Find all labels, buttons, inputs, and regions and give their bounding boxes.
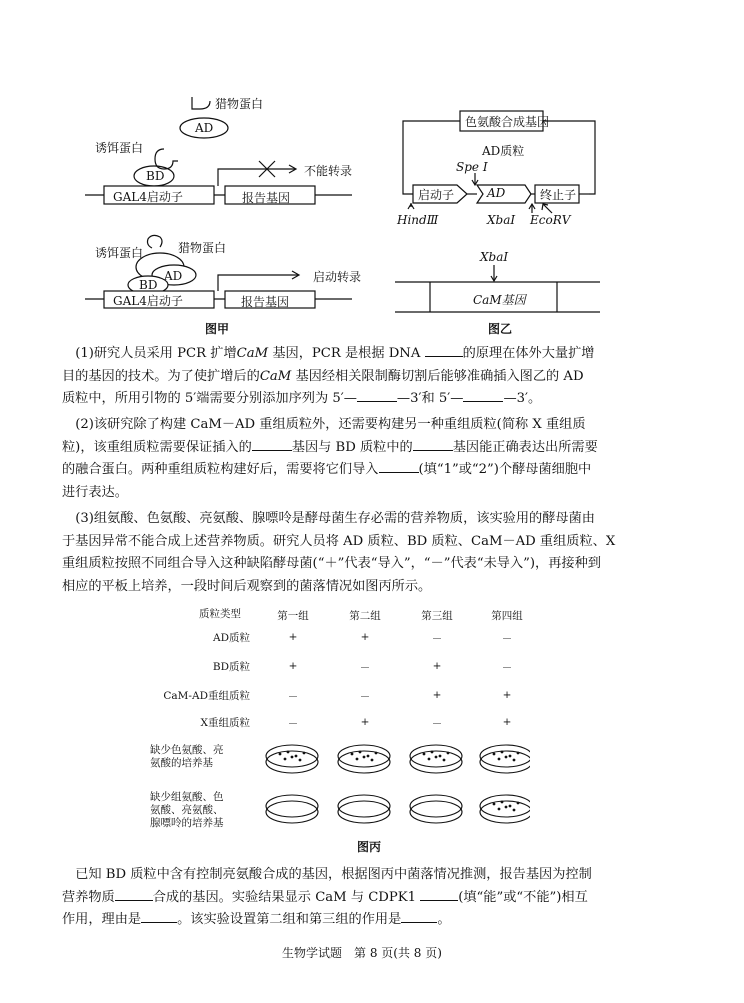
medium1-label	[150, 744, 250, 770]
ad-plasmid-label: AD质粒	[482, 144, 525, 158]
promoter-label: 启动子	[418, 188, 455, 202]
figure-jia-caption: 图甲	[205, 322, 230, 336]
medium2-line2: 氨酸、亮氨酸、	[150, 804, 224, 816]
figure-bing-caption: 图丙	[357, 840, 382, 854]
bait-protein-label-2: 诱饵蛋白	[95, 246, 144, 260]
reporter-gene-label-2: 报告基因	[241, 295, 290, 309]
medium2-line1: 缺少组氨酸、色	[150, 791, 224, 803]
reporter-gene-label: 报告基因	[242, 191, 291, 205]
hind-site-label: HindⅢ	[397, 213, 439, 227]
page-footer: 生物学试题 第 8 页(共 8 页)	[282, 946, 442, 960]
figure-jia	[60, 85, 380, 355]
table-cell: +	[502, 716, 512, 728]
table-cell: －	[431, 718, 443, 730]
ecor-site-label: EcoRⅤ	[530, 213, 571, 227]
table-cell: －	[287, 691, 299, 703]
table-cell: －	[359, 662, 371, 674]
table-cell: +	[502, 689, 512, 701]
question-4: 已知 BD 质粒中含有控制亮氨酸合成的基因，根据图丙中菌落情况推测，报告基因为控制 营养物质 合成的基因。实验结果显示 CaM 与 CDPK1 (填“能”或“不能”)相互 作用，理由是 。该实验设置第二组和第三组的作用是 。	[62, 867, 592, 928]
table-cell: －	[287, 718, 299, 730]
table-header-group1: 第一组	[277, 610, 309, 622]
table-cell: +	[288, 660, 298, 672]
table-header-group3: 第三组	[421, 610, 453, 622]
bait-protein-label: 诱饵蛋白	[95, 141, 144, 155]
no-transcription-label: 不能转录	[304, 164, 353, 178]
table-cell: +	[360, 631, 370, 643]
bd-label: BD	[146, 169, 165, 183]
table-cell: +	[432, 660, 442, 672]
prey-protein-label: 猎物蛋白	[215, 97, 264, 111]
spe-site-label: Spe Ⅰ	[456, 160, 488, 174]
ad-label: AD	[195, 121, 214, 135]
figure-yi-caption: 图乙	[488, 322, 513, 336]
table-cell: +	[288, 631, 298, 643]
bd-label-2: BD	[139, 278, 158, 292]
ad-box-label: AD	[487, 186, 506, 200]
petri-dishes	[260, 738, 530, 838]
medium1-line2: 氨酸的培养基	[150, 757, 213, 769]
medium2-label	[150, 791, 250, 830]
gal4-promoter-label: GAL4启动子	[113, 190, 183, 204]
xba-site-label: XbaⅠ	[487, 213, 516, 227]
question-2: (2)该研究除了构建 CaM－AD 重组质粒外，还需要构建另一种重组质粒(简称 X 重组质 粒)，该重组质粒需要保证插入的 基因与 BD 质粒中的 基因能正确表达出所需要 的融合蛋白。两种重组质粒构建好后，需要将它们导入 (填“1”或“2”)个酵母菌细胞中 进行表达。	[62, 417, 598, 500]
gal4-promoter-label-2: GAL4启动子	[113, 294, 183, 308]
prey-protein-label-2: 猎物蛋白	[178, 241, 227, 255]
question-3: (3)组氨酸、色氨酸、亮氨酸、腺嘌呤是酵母菌生存必需的营养物质，该实验用的酵母菌由 于基因异常不能合成上述营养物质。研究人员将 AD 质粒、BD 质粒、CaM－AD 重组质粒、X 重组质粒按照不同组合导入这种缺陷酵母菌(“＋”代表“导入”，“－”代表“未导入”)，再接种到 相应的平板上培养，一段时间后观察到的菌落情况如图丙所示。	[62, 511, 616, 594]
medium2-line3: 腺嘌呤的培养基	[150, 817, 224, 829]
table-cell: －	[501, 633, 513, 645]
row-label-ad: AD质粒	[212, 632, 250, 644]
start-transcription-label: 启动转录	[313, 270, 362, 284]
cam-gene-label: CaM基因	[473, 293, 526, 307]
ad-label-2: AD	[164, 269, 183, 283]
table-cell: －	[501, 662, 513, 674]
table-cell: －	[359, 691, 371, 703]
terminator-label: 终止子	[540, 188, 577, 202]
table-cell: －	[431, 633, 443, 645]
row-label-x: X重组质粒	[200, 717, 250, 729]
trp-gene-label: 色氨酸合成基因	[465, 115, 550, 129]
table-cell: +	[432, 689, 442, 701]
question-1: (1)研究人员采用 PCR 扩增CaM 基因，PCR 是根据 DNA 的原理在体外大量扩增 目的基因的技术。为了使扩增后的CaM 基因经相关限制酶切割后能够准确插入图乙的 AD 质粒中，所用引物的 5′端需要分别添加序列为 5′— —3′和 5′— —3′。	[62, 346, 595, 407]
table-cell: +	[360, 716, 370, 728]
row-label-bd: BD质粒	[212, 661, 250, 673]
table-header-group2: 第二组	[349, 610, 381, 622]
table-header-type: 质粒类型	[199, 608, 241, 620]
xba-site-label-2: XbaⅠ	[480, 250, 509, 264]
medium1-line1: 缺少色氨酸、亮	[150, 744, 224, 756]
table-header-group4: 第四组	[491, 610, 523, 622]
row-label-cam-ad: CaM-AD重组质粒	[163, 690, 250, 702]
